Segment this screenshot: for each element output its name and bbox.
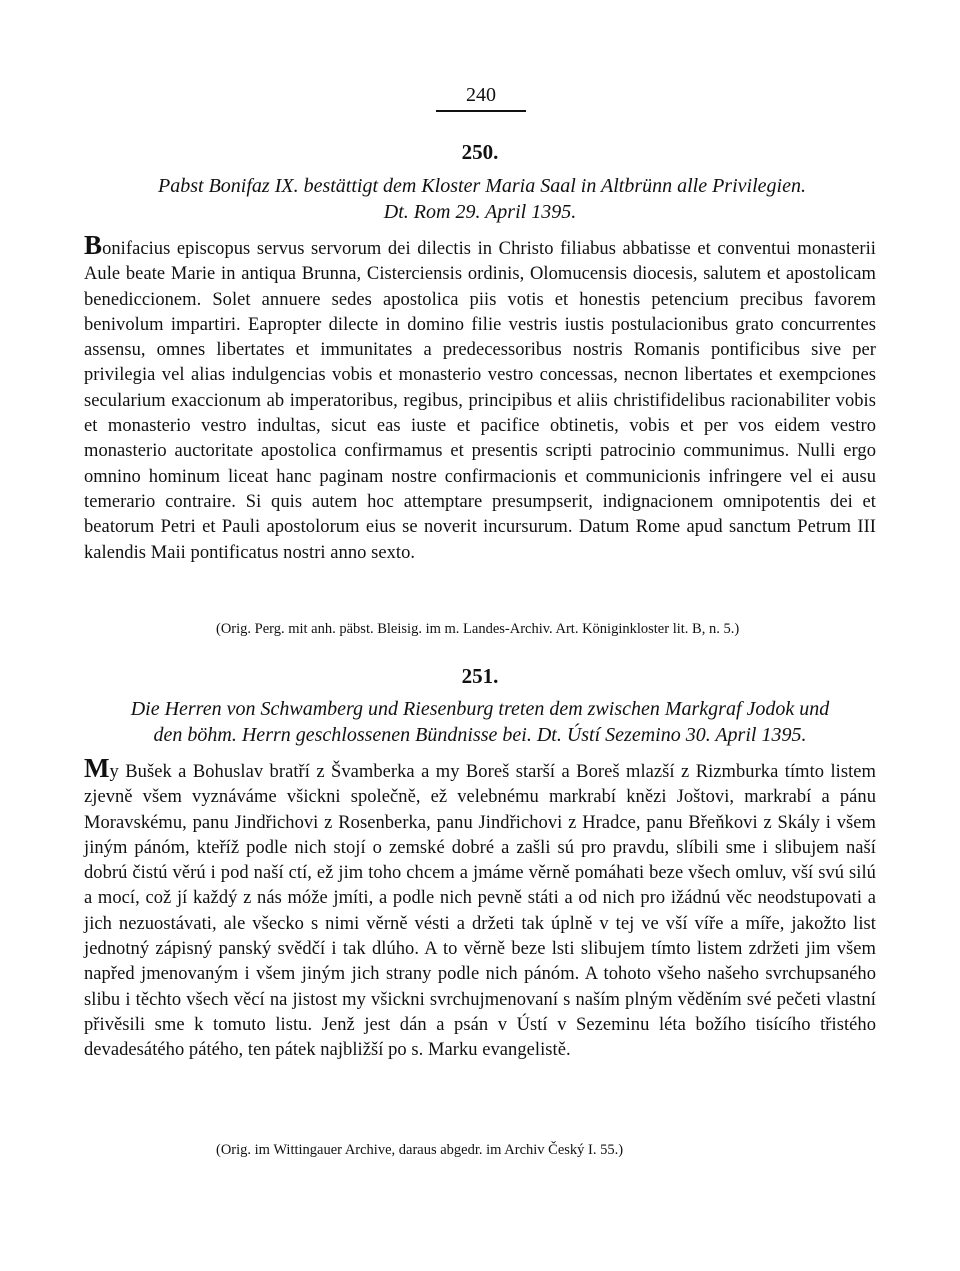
source-note: (Orig. Perg. mit anh. päbst. Bleisig. im m. Landes-Archiv. Art. Königinkloster lit. B, n. 5.) bbox=[216, 621, 740, 637]
page-number: 240 bbox=[436, 84, 526, 112]
document-number: 250. bbox=[461, 140, 499, 164]
document-body-text: onifacius episcopus servus servorum dei dilectis in Christo filiabus abbatisse et conventui monasterii Aule beate Marie in antiqua Brunna, Cisterciensis ordinis, Olomucensis diocesis, salutem et apostolicam benediccionem. Solet annuere sedes apostolica piis votis et honestis petencium precibus favorem benivolum impartiri. Eapropter dilecte in domino filie vestris iustis postulacionibus grato concurrentes assensu, omnes libertates et immunitates a predecessoribus nostris Romanis pontificibus sive per privilegia vel alias indulgencias vobis et monasterio vestro concessas, necnon libertates et exempciones secularium exaccionum ab imperatoribus, regibus, principibus et aliis christifidelibus racionabiliter vobis et monasterio vestro indultas, sicut eas iuste et pacifice obtinetis, vobis et per vos eidem vestro monasterio auctoritate apostolica confirmamus et presentis scripti patrocinio communimus. Nulli ergo omnino hominum liceat hanc paginam nostre confirmacionis et communicionis infringere vel ei ausu temerario contraire. Si quis autem hoc attemptare presumpserit, indignacionem omnipotentis dei et beatorum Petri et Pauli apostolorum eius se noverit incursurum. Datum Rome apud sanctum Petrum III kalendis Maii pontificatus nostri anno sexto. bbox=[84, 239, 876, 563]
source-note: (Orig. im Wittingauer Archive, daraus abgedr. im Archiv Český I. 55.) bbox=[216, 1142, 624, 1158]
document-date-line: den böhm. Herrn geschlossenen Bündnisse bei. Dt. Ústí Sezemino 30. April 1395. bbox=[153, 724, 807, 746]
document-number: 251. bbox=[461, 664, 499, 688]
initial-letter: B bbox=[84, 230, 103, 260]
initial-letter: M bbox=[84, 753, 110, 783]
document-date-line: Dt. Rom 29. April 1395. bbox=[383, 201, 577, 223]
document-title-line: Die Herren von Schwamberg und Riesenburg treten dem zwischen Markgraf Jodok und bbox=[130, 698, 830, 720]
document-body bbox=[84, 230, 876, 566]
document-body-text: y Bušek a Bohuslav bratří z Švamberka a my Boreš starší a Boreš mlazší z Rizmburka tímto listem zjevně všem vyznáváme všickni společně, ež velebnému markrabí knězi Joštovi, markrabí a pánu Moravskému, panu Jindřichovi z Rosenberka, panu Jindřichovi z Hradce, panu Břeňkovi z Skály i všem jiným pánóm, kteříž podle nich stojí o zemské dobré a zašli sú pro pravdu, slíbili sme i slibujem naší dobrú čistú věrú i pod naší ctí, ež jim toho chcem a jmáme věrně pomáhati beze všech omluv, vší svú silú a mocí, což jí každý z nás móže jmíti, a podle nich pevně státi a od nich pro ižádnú věc neodstupovati a jich nezuostávati, ale všecko s nimi věrně vésti a držeti tak úplně v tej ve vší víře a míře, jakožto list jednotný zápisný panský svědčí i tak dlúho. A to věrně beze lsti slibujem tímto listem zdržeti jim všem napřed jmenovaným i všem jiným jich strany podle nich pánóm. A tohoto všeho našeho svrchupsaného slibu i těchto všech věcí na jistost my všickni svrchujmenovaní s naším plným věděním své pečeti vlastní přivěsili sme k tomuto listu. Jenž jest dán a psán v Ústí v Sezeminu léta božího tisícího třistého devadesátého pátého, ten pátek najbližší po s. Marku evangelistě. bbox=[84, 762, 876, 1061]
document-body bbox=[84, 753, 876, 1064]
document-title-line: Pabst Bonifaz IX. bestättigt dem Kloster Maria Saal in Altbrünn alle Privilegien. bbox=[158, 175, 806, 197]
